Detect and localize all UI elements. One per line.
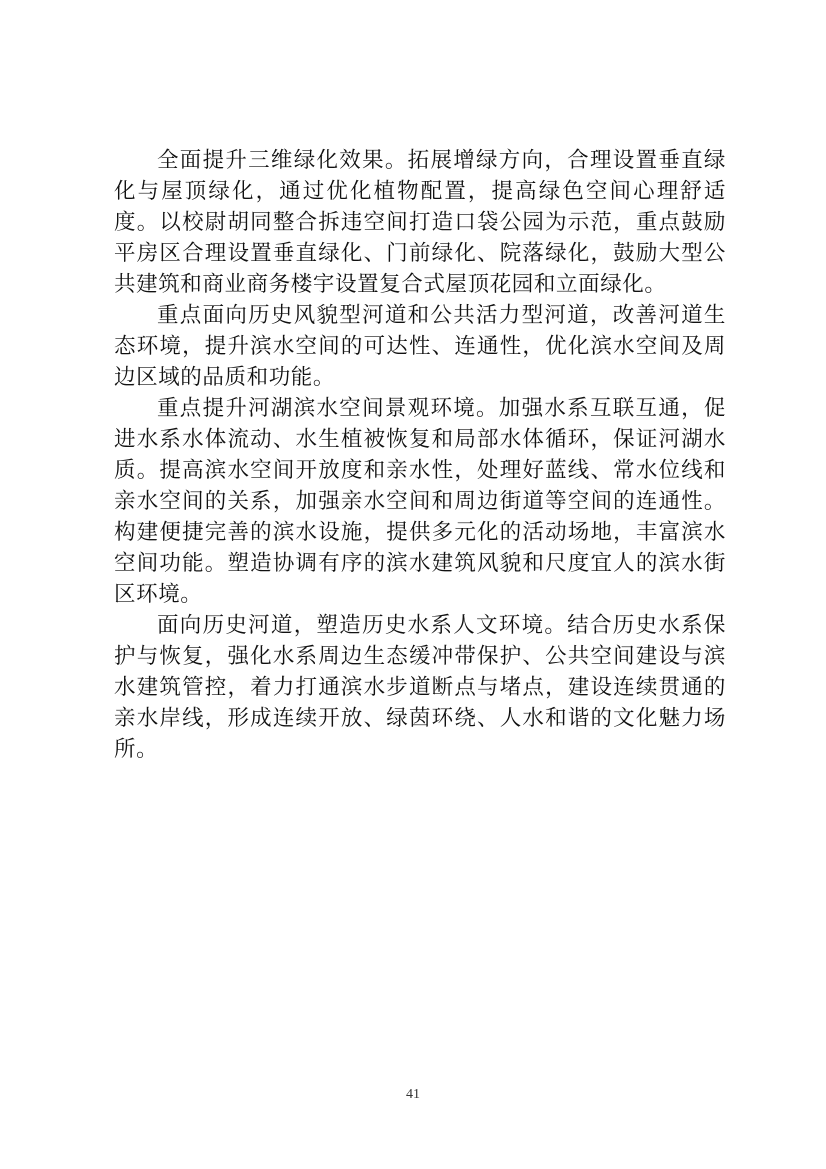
paragraph-3d-greening: 全面提升三维绿化效果。拓展增绿方向，合理设置垂直绿化与屋顶绿化，通过优化植物配置，提高绿色空间心理舒适度。以校尉胡同整合拆违空间打造口袋公园为示范，重点鼓励平房区合理设置垂直绿化、门前绿化、院落绿化，鼓励大型公共建筑和商业商务楼宇设置复合式屋顶花园和立面绿化。 [114,148,726,297]
page-number: 41 [406,1087,420,1102]
paragraph-historic-waterways: 面向历史河道，塑造历史水系人文环境。结合历史水系保护与恢复，强化水系周边生态缓冲带保护、公共空间建设与滨水建筑管控，着力打通滨水步道断点与堵点，建设连续贯通的亲水岸线，形成连续开放、绿茵环绕、人水和谐的文化魅力场所。 [114,613,726,762]
body-text [114,145,726,765]
paragraph-river-environment: 重点面向历史风貌型河道和公共活力型河道，改善河道生态环境，提升滨水空间的可达性、连通性，优化滨水空间及周边区域的品质和功能。 [114,303,726,390]
paragraph-waterfront-landscape: 重点提升河湖滨水空间景观环境。加强水系互联互通，促进水系水体流动、水生植被恢复和局部水体循环，保证河湖水质。提高滨水空间开放度和亲水性，处理好蓝线、常水位线和亲水空间的关系，加强亲水空间和周边街道等空间的连通性。构建便捷完善的滨水设施，提供多元化的活动场地，丰富滨水空间功能。塑造协调有序的滨水建筑风貌和尺度宜人的滨水街区环境。 [114,396,726,607]
